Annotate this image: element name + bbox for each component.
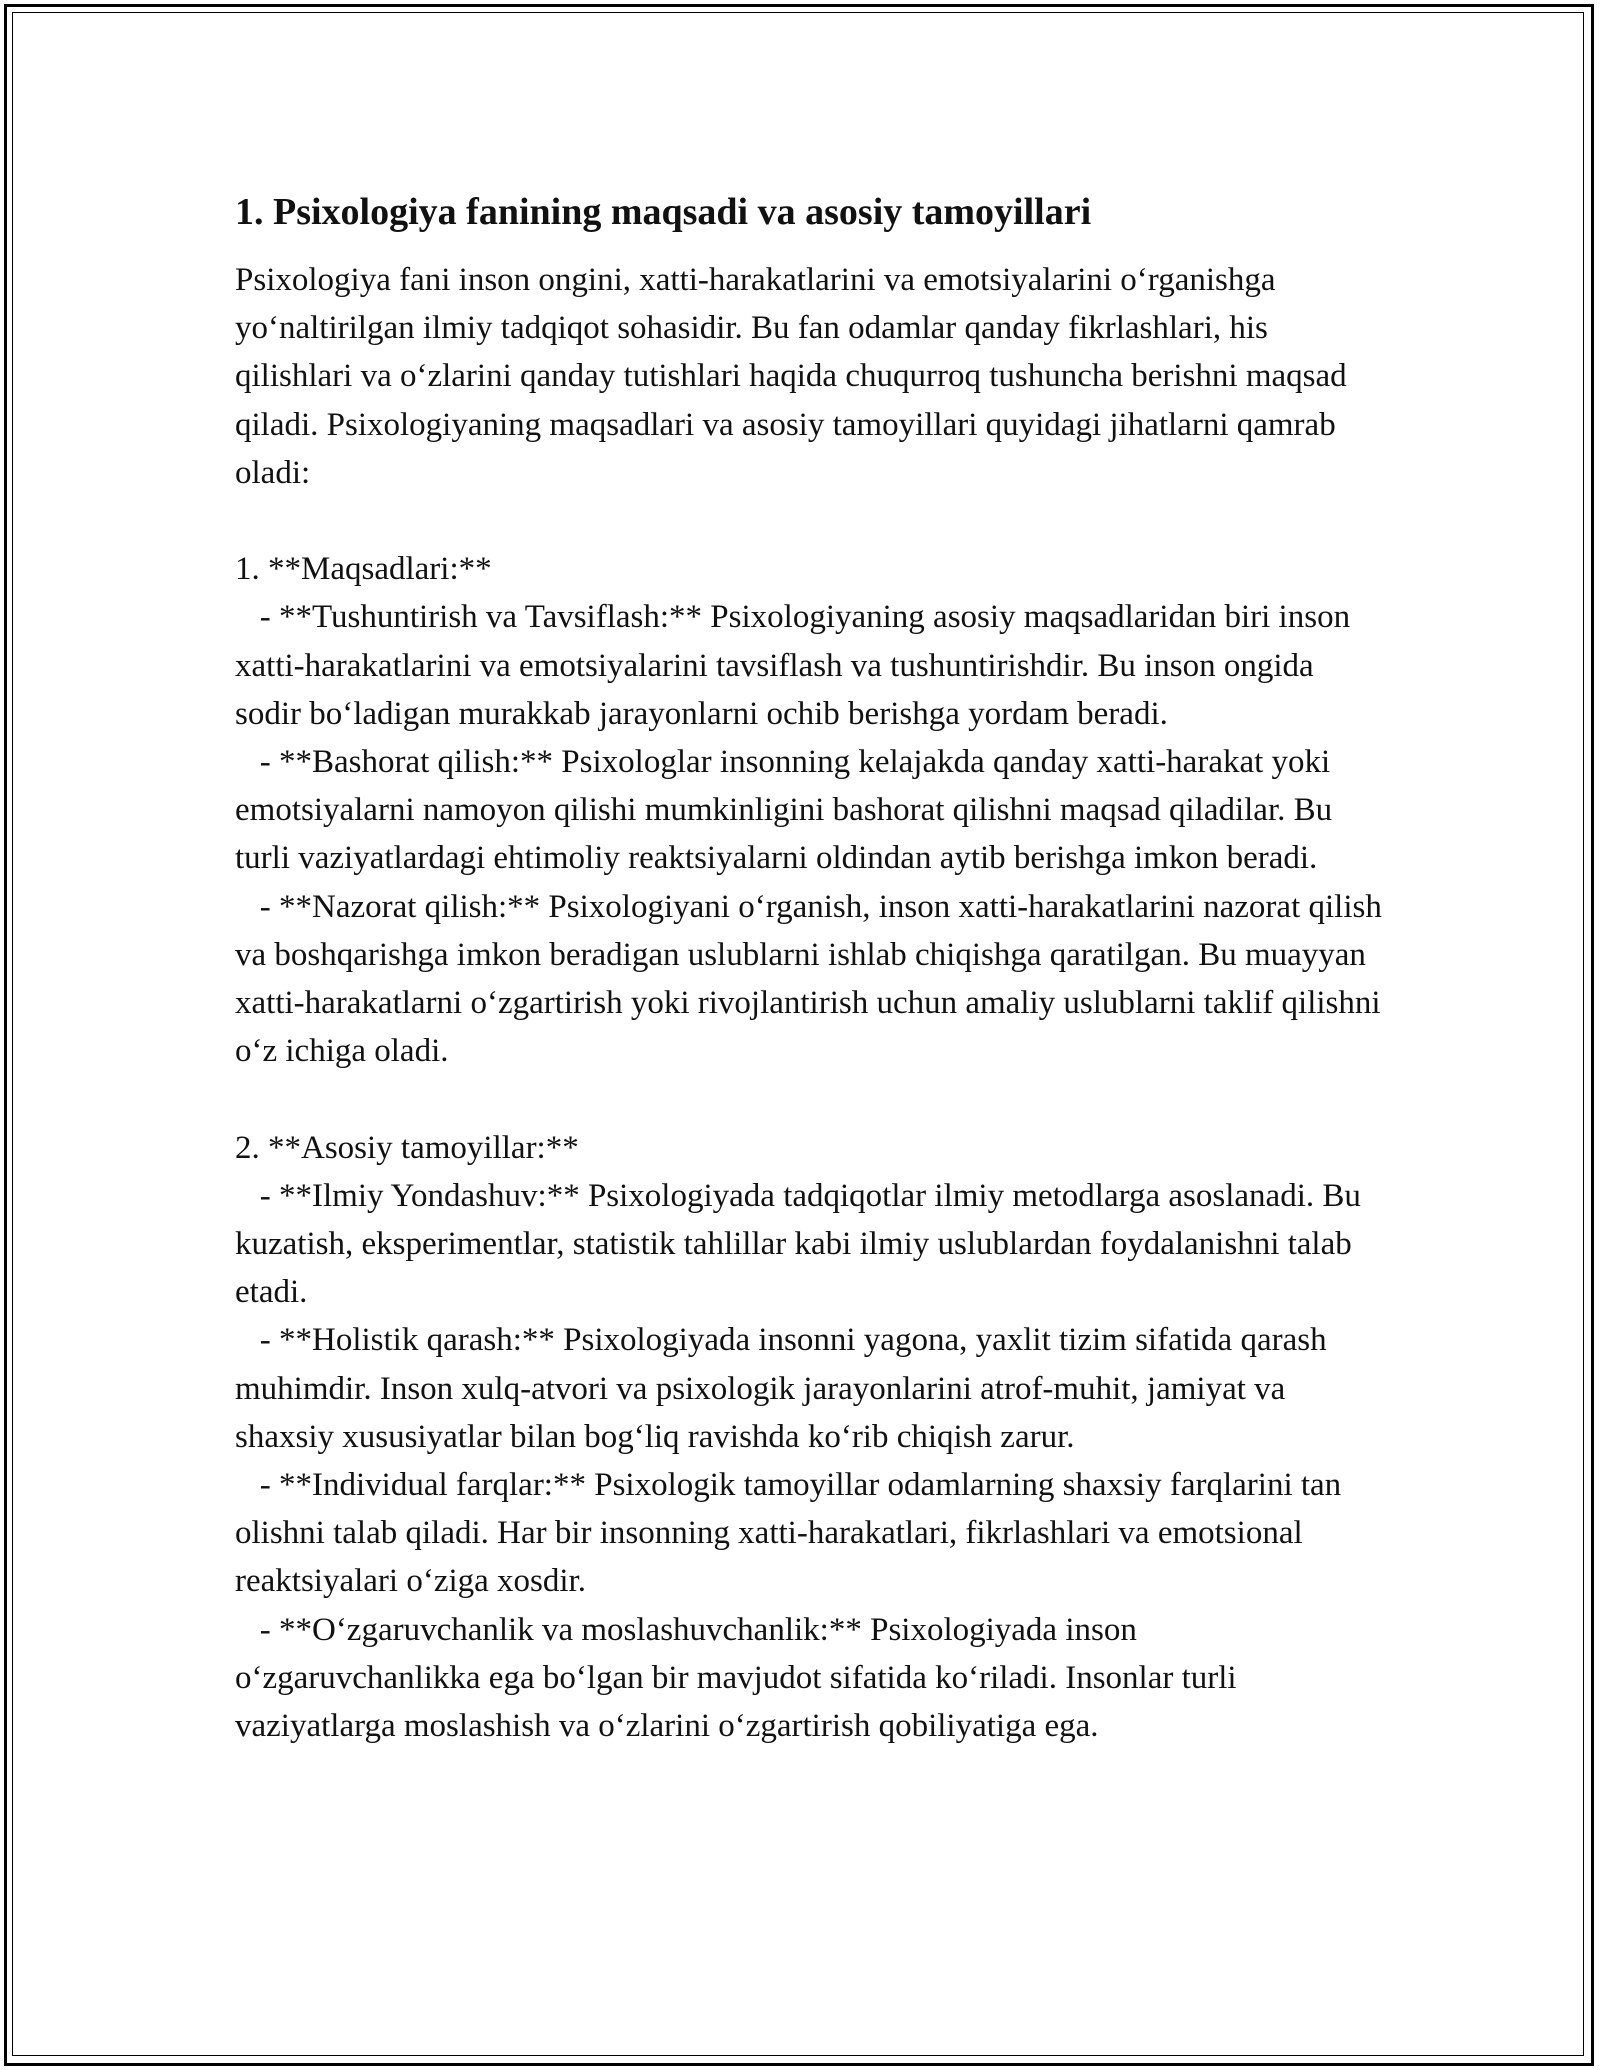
list-item-tushuntirish: - **Tushuntirish va Tavsiflash:** Psixologiyaning asosiy maqsadlaridan biri inson xatti-harakatlarini va emotsiyalarini tavsiflash va tushuntirishdir. Bu inson ongida sodir bo‘ladigan murakkab jarayonlarni ochib berishga yordam beradi. xyxy=(235,599,1359,732)
list-item-holistik-qarash: - **Holistik qarash:** Psixologiyada insonni yagona, yaxlit tizim sifatida qarash muhimdir. Inson xulq-atvori va psixologik jarayonlarini atrof-muhit, jamiyat va shaxsiy xususiyatlar bilan bog‘liq ravishda ko‘rib chiqish zarur. xyxy=(235,1322,1335,1455)
paragraph-spacer xyxy=(235,497,1385,545)
section-heading-tamoyillar: 2. **Asosiy tamoyillar:** xyxy=(235,1129,579,1166)
document-body xyxy=(235,186,1391,1750)
list-item-nazorat: - **Nazorat qilish:** Psixologiyani o‘rganish, inson xatti-harakatlarini nazorat qilish va boshqarishga imkon beradigan uslublarni ishlab chiqishga qaratilgan. Bu muayyan xatti-harakatlarni o‘zgartirish yoki rivojlantirish uchun amaliy uslublarni taklif qilishni o‘z ichiga oladi. xyxy=(235,888,1391,1070)
list-item-ozgaruvchanlik: - **O‘zgaruvchanlik va moslashuvchanlik:** Psixologiyada inson o‘zgaruvchanlikka ega bo‘lgan bir mavjudot sifatida ko‘riladi. Insonlar turli vaziyatlarga moslashish va o‘zlarini o‘zgartirish qobiliyatiga ega. xyxy=(235,1611,1245,1745)
list-item-bashorat: - **Bashorat qilish:** Psixologlar insonning kelajakda qanday xatti-harakat yoki emotsiyalarni namoyon qilishi mumkinligini bashorat qilishni maqsad qiladilar. Bu turli vaziyatlardagi ehtimoliy reaktsiyalarni oldindan aytib berishga imkon beradi. xyxy=(235,744,1341,877)
list-item-ilmiy-yondashuv: - **Ilmiy Yondashuv:** Psixologiyada tadqiqotlar ilmiy metodlarga asoslanadi. Bu kuzatish, eksperimentlar, statistik tahlillar kabi ilmiy uslublardan foydalanishni talab etadi. xyxy=(235,1177,1370,1311)
section-heading-maqsadlari: 1. **Maqsadlari:** xyxy=(235,551,492,588)
paragraph-spacer xyxy=(235,1075,1385,1123)
intro-paragraph: Psixologiya fani inson ongini, xatti-harakatlarini va emotsiyalarini o‘rganishga yo‘naltirilgan ilmiy tadqiqot sohasidir. Bu fan odamlar qanday fikrlashlari, his qilishlari va o‘zlarini qanday tutishlari haqida chuqurroq tushuncha berishni maqsad qiladi. Psixologiyaning maqsadlari va asosiy tamoyillari quyidagi jihatlarni qamrab oladi: xyxy=(235,262,1355,491)
document-title: 1. Psixologiya fanining maqsadi va asosiy tamoyillari xyxy=(235,191,1092,233)
list-item-individual-farqlar: - **Individual farqlar:** Psixologik tamoyillar odamlarning shaxsiy farqlarini tan olishni talab qiladi. Har bir insonning xatti-harakatlari, fikrlashlari va emotsional reaktsiyalari o‘ziga xosdir. xyxy=(235,1467,1350,1600)
